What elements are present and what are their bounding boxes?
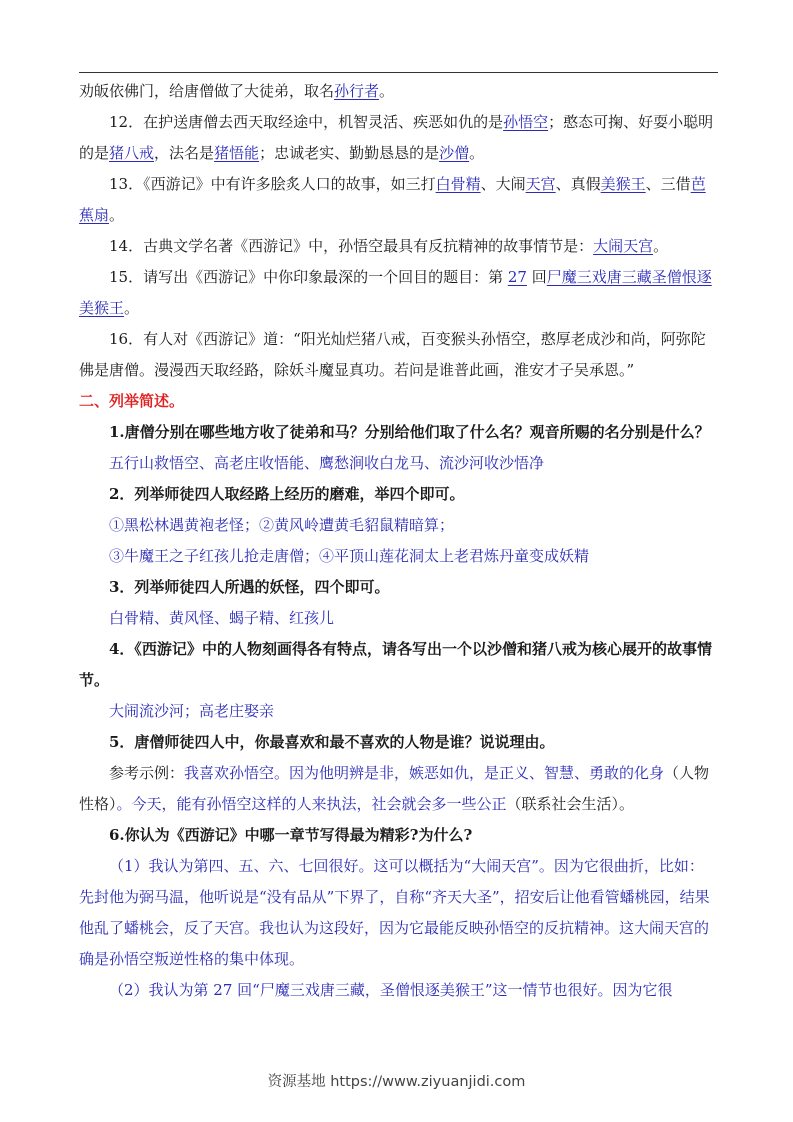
answer-line: 大闹流沙河；高老庄娶亲 [109, 702, 275, 720]
fill-in-section [79, 76, 718, 386]
fill-in-item [79, 76, 718, 107]
item-text: ；憨态可掬、好耍小聪明的是 [79, 113, 714, 162]
q5-answer [79, 758, 718, 820]
answer-blank: 孙行者 [334, 82, 380, 100]
q5-answer-note-1: （人物性格） [79, 764, 710, 813]
question-text: 4．《西游记》中的人物刻画得各有特点，请各写出一个以沙僧和猪八戒为核心展开的故事情节。 [79, 640, 712, 689]
question-text: 5．唐僧师徒四人中，你最喜欢和最不喜欢的人物是谁？说说理由。 [109, 733, 555, 751]
page-body [79, 76, 718, 1006]
fill-in-item [79, 324, 718, 386]
fill-in-item [79, 231, 718, 262]
answer-line: ③牛魔王之子红孩儿抢走唐僧；④平顶山莲花洞太上老君炼丹童变成妖精 [109, 547, 590, 565]
q5-answer-text-2: 。今天，能有孙悟空这样的人来执法，社会就会多一些公正 [116, 795, 507, 813]
fill-in-item [79, 169, 718, 231]
item-text: 。 [124, 299, 140, 317]
item-text: 15．请写出《西游记》中你印象最深的一个回目的题目：第 [109, 268, 508, 286]
item-text: 回 [526, 268, 547, 286]
item-text: 13．《西游记》中有许多脍炙人口的故事，如三打 [109, 175, 436, 193]
item-text: ；忠诚老实、勤勤恳恳的是 [259, 144, 440, 162]
item-text: 。 [653, 237, 669, 255]
answer-line: 五行山救悟空、高老庄收悟能、鹰愁涧收白龙马、流沙河收沙悟净 [109, 454, 545, 472]
item-text: 、三借 [645, 175, 691, 193]
fill-in-item [79, 262, 718, 324]
item-text: 劝皈依佛门，给唐僧做了大徒弟，取名 [79, 82, 335, 100]
question-text: 3．列举师徒四人所遇的妖怪，四个即可。 [109, 578, 390, 596]
section2-title: 二、列举简述。 [79, 392, 185, 410]
item-text: 、真假 [555, 175, 601, 193]
footer-watermark: 资源基地 https://www.ziyuanjidi.com [267, 1074, 526, 1090]
answer-line: 白骨精、黄风怪、蝎子精、红孩儿 [109, 609, 335, 627]
answer-blank: 孙悟空 [503, 113, 549, 131]
answer-blank: 天宫 [525, 175, 556, 193]
q6-answer-paragraph: （1）我认为第四、五、六、七回很好。这可以概括为“大闹天宫”。因为它很曲折，比如：先封他为弼马温，他听说是“没有品从”下界了，自称“齐天大圣”，招安后让他看管蟠桃园，结果他乱了蟠桃会，反了天宫。我也认为这段好，因为它最能反映孙悟空的反抗精神。这大闹天宫的确是孙悟空叛逆性格的集中体现。 [79, 857, 710, 968]
item-text: 、大闹 [480, 175, 526, 193]
fill-in-item [79, 107, 718, 169]
item-text: 16．有人对《西游记》道：“阳光灿烂猪八戒，百变猴头孙悟空，憨厚老成沙和尚，阿弥陀佛是唐僧。漫漫西天取经路，除妖斗魔显真功。若问是谁普此画，淮安才子吴承恩。” [79, 330, 706, 379]
item-text: 。 [109, 206, 125, 224]
item-text: 14．古典文学名著《西游记》中，孙悟空最具有反抗精神的故事情节是： [109, 237, 594, 255]
answer-blank: 芭蕉扇 [79, 175, 706, 224]
answer-blank: 27 [507, 268, 527, 286]
item-text: 。 [469, 144, 485, 162]
item-text: 。 [379, 82, 395, 100]
q6-question: 6.你认为《西游记》中哪一章节写得最为精彩?为什么? [109, 826, 473, 844]
q6-answer-paragraph: （2）我认为第 27 回“尸魔三戏唐三藏，圣僧恨逐美猴王”这一情节也很好。因为它很 [109, 981, 673, 999]
answer-blank: 猪八戒 [109, 144, 155, 162]
q6-answer [79, 851, 718, 1006]
answer-blank: 沙僧 [439, 144, 470, 162]
answer-blank: 尸魔三戏唐三藏圣僧恨逐美猴王 [79, 268, 712, 317]
item-text: ，法名是 [154, 144, 215, 162]
answer-blank: 大闹天宫 [593, 237, 654, 255]
question-text: 1.唐僧分别在哪些地方收了徒弟和马？分别给他们取了什么名？观音所赐的名分别是什么？ [109, 423, 710, 441]
answer-blank: 美猴王 [600, 175, 646, 193]
answer-blank: 白骨精 [435, 175, 481, 193]
q5-answer-text-1: 我喜欢孙悟空。因为他明辨是非，嫉恶如仇，是正义、智慧、勇敢的化身 [184, 764, 665, 782]
item-text: 12．在护送唐僧去西天取经途中，机智灵活、疾恶如仇的是 [109, 113, 504, 131]
question-text: 2．列举师徒四人取经路上经历的磨难，举四个即可。 [109, 485, 465, 503]
answer-line: ①黑松林遇黄袍老怪；②黄风岭遭黄毛貂鼠精暗算； [109, 516, 455, 534]
q5-answer-note-2: （联系社会生活）。 [506, 795, 635, 813]
q5-answer-prefix: 参考示例： [109, 764, 185, 782]
header-rule [79, 72, 718, 73]
answer-blank: 猪悟能 [214, 144, 260, 162]
questions-section [79, 417, 718, 758]
